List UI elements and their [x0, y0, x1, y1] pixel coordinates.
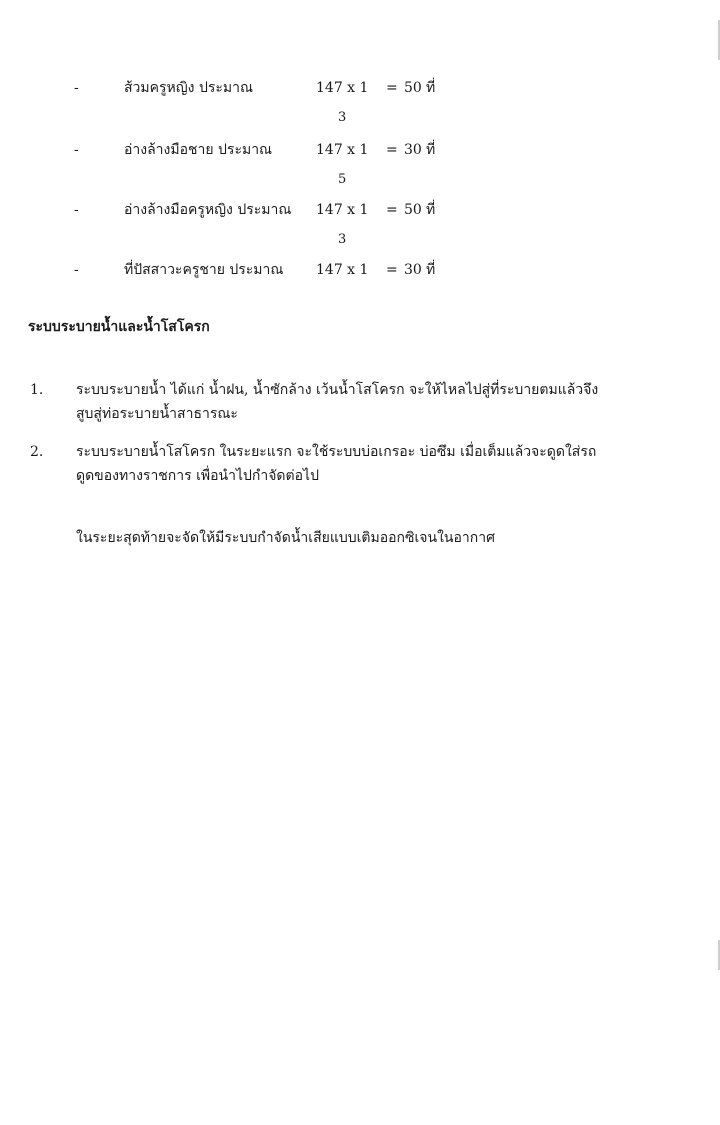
fixture-unit: ที่: [426, 142, 436, 158]
fixture-unit: ที่: [426, 262, 436, 278]
fixture-row-men-sink: [0, 138, 720, 162]
fixture-denominator: 3: [338, 110, 347, 125]
fixture-result: 50: [404, 80, 422, 96]
list-dash: -: [74, 142, 79, 158]
equals-sign: =: [386, 80, 398, 96]
fixture-formula: 147 x 1: [316, 262, 369, 278]
fixture-denominator: 5: [338, 172, 347, 187]
section-heading: ระบบระบายน้ำและน้ำโสโครก: [28, 319, 210, 335]
fixture-label: ที่ปัสสาวะครูชาย ประมาณ: [124, 262, 284, 278]
list-dash: -: [74, 80, 79, 96]
equals-sign: =: [386, 262, 398, 278]
fixture-result: 50: [404, 202, 422, 218]
list-number: 2.: [30, 444, 44, 460]
fixture-label: ส้วมครูหญิง ประมาณ: [124, 80, 253, 96]
fixture-formula: 147 x 1: [316, 202, 369, 218]
fixture-row-men-urinal: [0, 258, 720, 282]
closing-paragraph: ในระยะสุดท้ายจะจัดให้มีระบบกำจัดน้ำเสียแบบเติมออกซิเจนในอากาศ: [76, 530, 495, 546]
list-text-line: ระบบระบายน้ำ ได้แก่ น้ำฝน, น้ำซักล้าง เว้นน้ำโสโครก จะให้ไหลไปสู่ที่ระบายตมแล้วจึง: [76, 382, 599, 398]
fixture-unit: ที่: [426, 80, 436, 96]
equals-sign: =: [386, 142, 398, 158]
list-text-line: สูบสู่ท่อระบายน้ำสาธารณะ: [76, 406, 238, 422]
fixture-label: อ่างล้างมือครูหญิง ประมาณ: [124, 202, 292, 218]
list-item-sewage: [0, 440, 720, 488]
fixture-result: 30: [404, 262, 422, 278]
list-text: [76, 440, 636, 488]
list-number: 1.: [30, 382, 44, 398]
fixture-unit: ที่: [426, 202, 436, 218]
fixture-row-women-toilet: [0, 76, 720, 100]
fixture-denominator: 3: [338, 232, 347, 247]
fixture-row-women-sink: [0, 198, 720, 222]
fixture-result: 30: [404, 142, 422, 158]
list-item-drainage: [0, 378, 720, 426]
equals-sign: =: [386, 202, 398, 218]
fixture-formula: 147 x 1: [316, 142, 369, 158]
fixture-formula: 147 x 1: [316, 80, 369, 96]
fixture-label: อ่างล้างมือชาย ประมาณ: [124, 142, 273, 158]
list-dash: -: [74, 202, 79, 218]
list-text-line: ดูดของทางราชการ เพื่อนำไปกำจัดต่อไป: [76, 468, 319, 484]
list-text-line: ระบบระบายน้ำโสโครก ในระยะแรก จะใช้ระบบบ่อเกรอะ บ่อซึม เมื่อเต็มแล้วจะดูดใส่รถ: [76, 444, 597, 460]
list-text: [76, 378, 636, 426]
list-dash: -: [74, 262, 79, 278]
